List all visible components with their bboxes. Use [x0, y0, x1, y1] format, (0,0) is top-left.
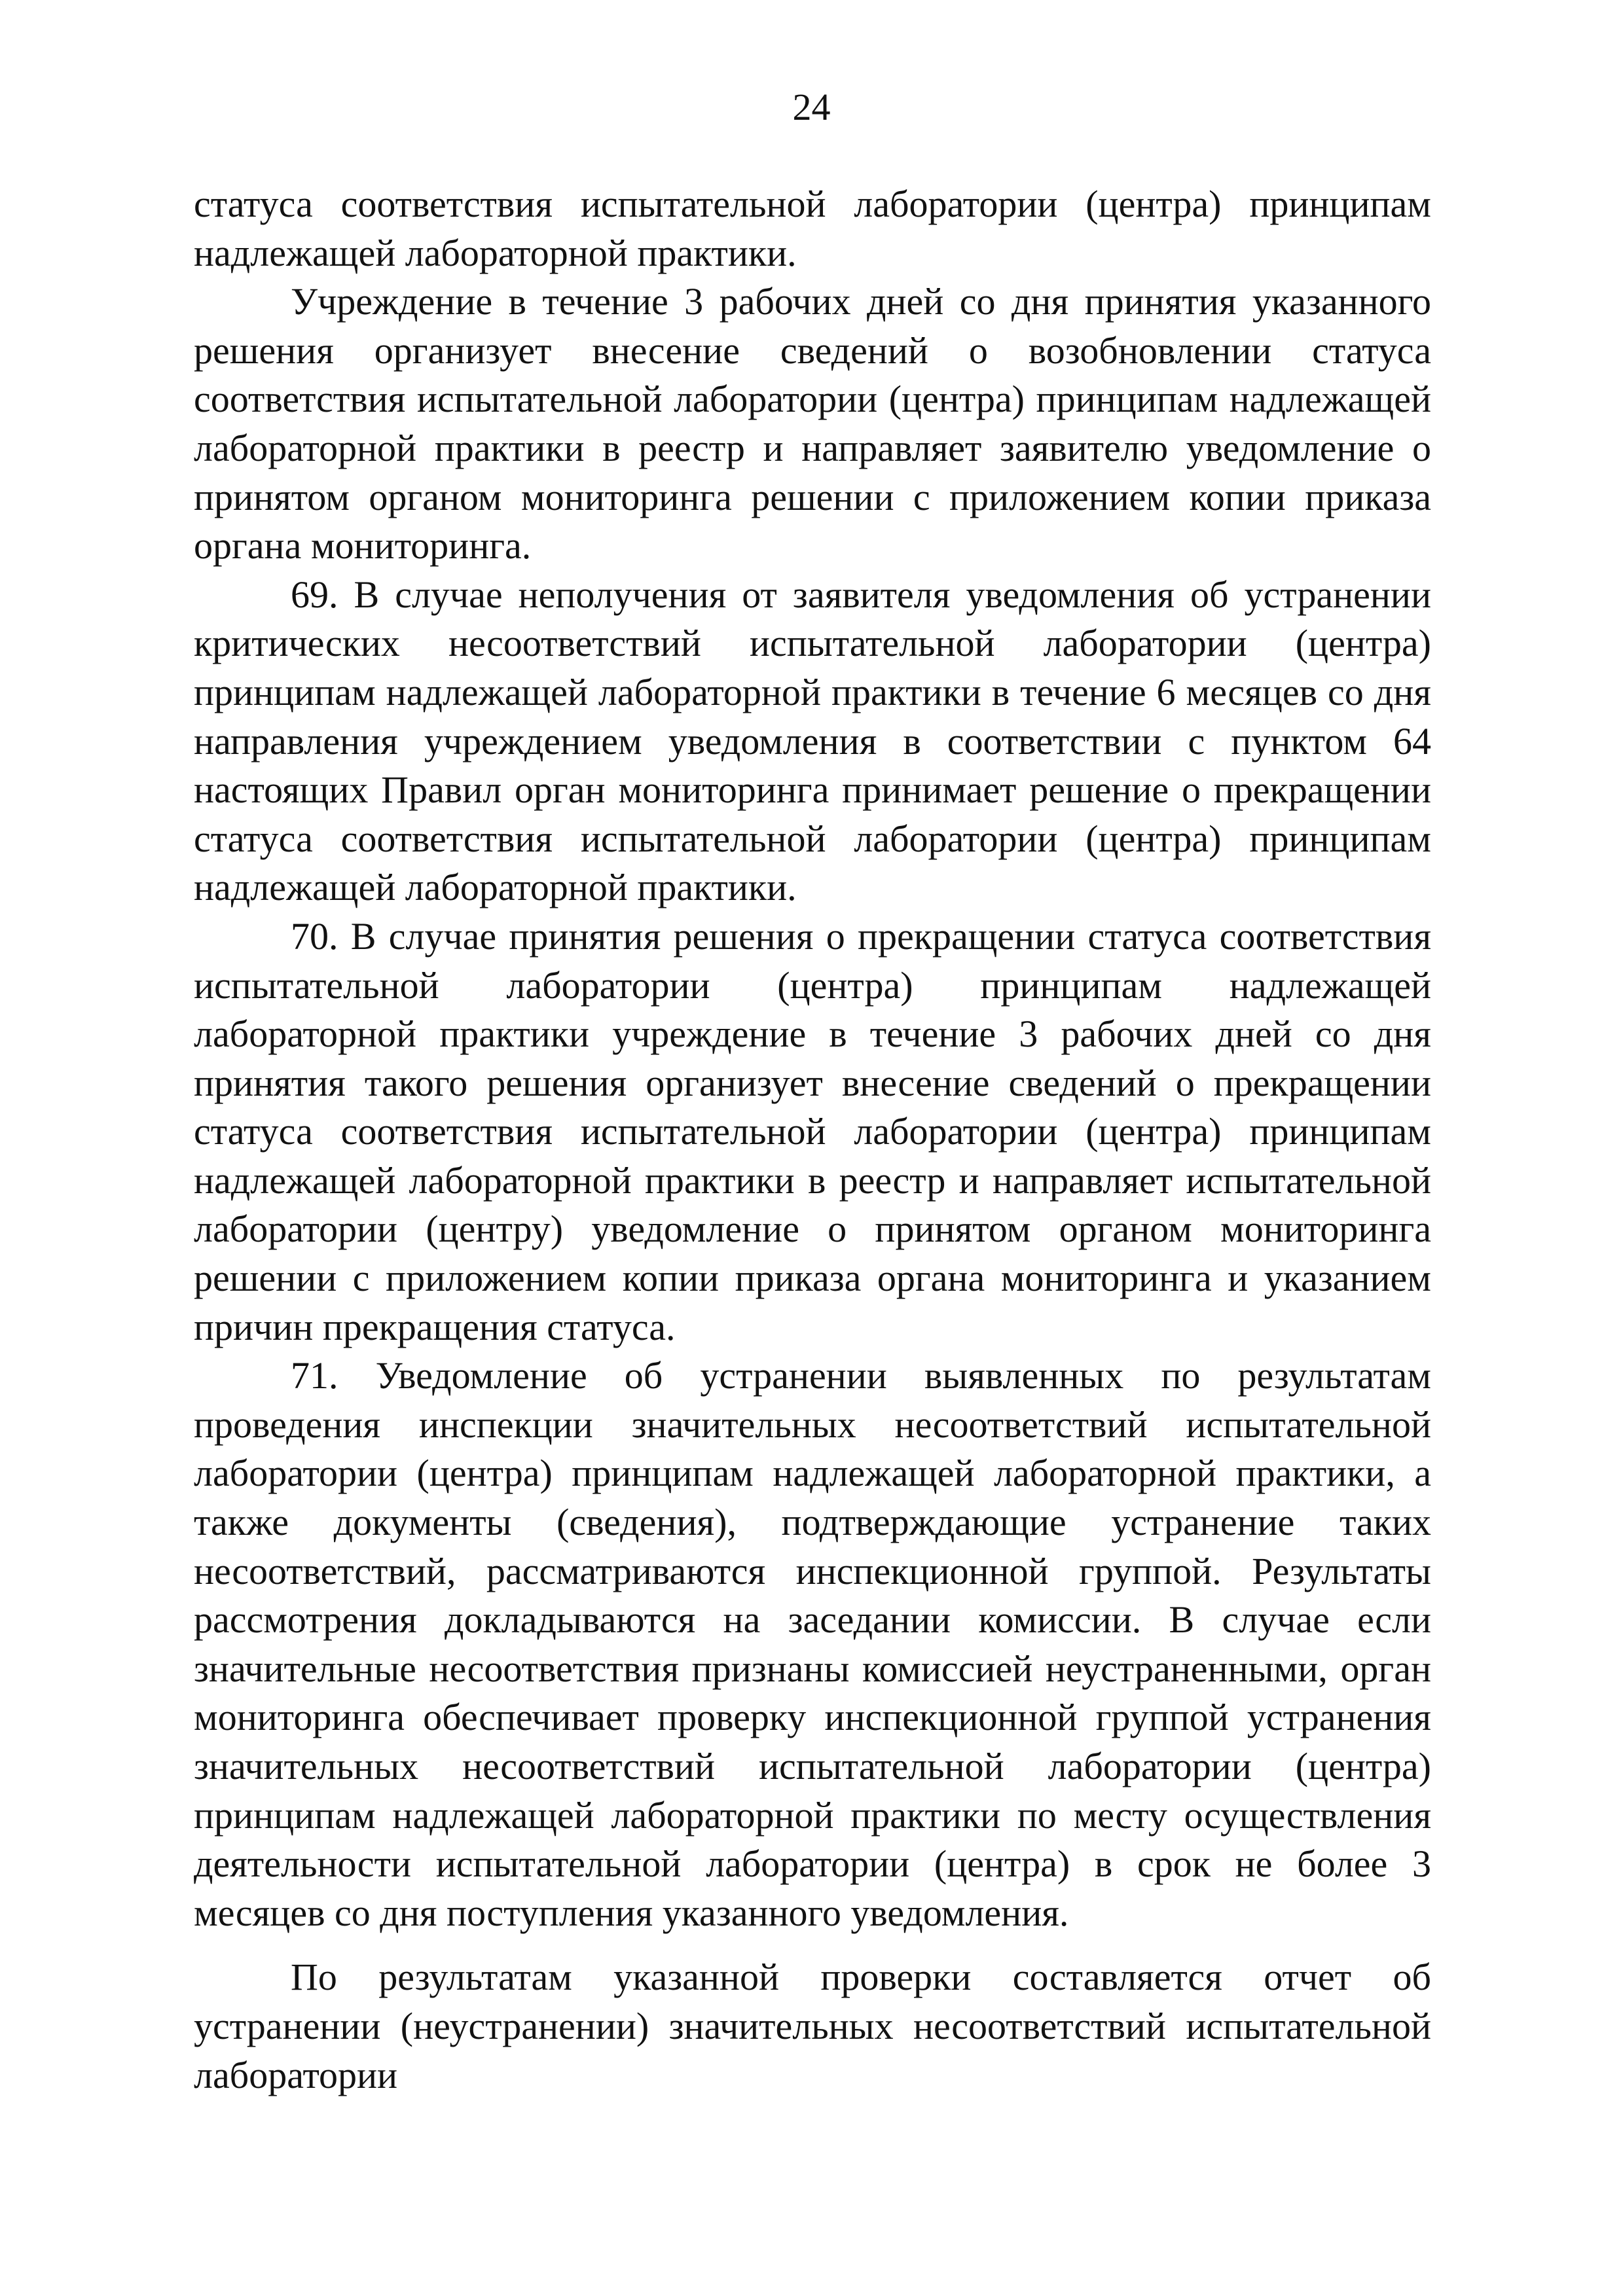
paragraph-item-70: 70. В случае принятия решения о прекращении статуса соответствия испытательной лаборатории (центра) принципам надлежащей лабораторной практики учреждение в течение 3 рабочих дней со дня принятия такого решения организует внесение сведений о прекращении статуса соответствия испытательной лаборатории (центра) принципам надлежащей лабораторной практики в реестр и направляет испытательной лаборатории (центру) уведомление о принятом органом мониторинга решении с приложением копии приказа органа мониторинга и указанием причин прекращения статуса. — [194, 914, 1431, 1348]
page-number: 24 — [792, 86, 831, 128]
paragraph-resumption-registry: Учреждение в течение 3 рабочих дней со дня принятия указанного решения организует внесение сведений о возобновлении статуса соответствия испытательной лаборатории (центра) принципам надлежащей лабораторной практики в реестр и направляет заявителю уведомление о принятом органом мониторинга решении с приложением копии приказа органа мониторинга. — [194, 280, 1431, 567]
document-body — [194, 180, 1431, 2100]
paragraph-inspection-report: По результатам указанной проверки составляется отчет об устранении (неустранении) значительных несоответствий испытательной лаборатории — [194, 1956, 1431, 2096]
paragraph-item-69: 69. В случае неполучения от заявителя уведомления об устранении критических несоответствий испытательной лаборатории (центра) принципам надлежащей лабораторной практики в течение 6 месяцев со дня направления учреждением уведомления в соответствии с пунктом 64 настоящих Правил орган мониторинга принимает решение о прекращении статуса соответствия испытательной лаборатории (центра) принципам надлежащей лабораторной практики. — [194, 573, 1431, 909]
paragraph-continuation: статуса соответствия испытательной лаборатории (центра) принципам надлежащей лабораторной практики. — [194, 183, 1431, 274]
paragraph-item-71: 71. Уведомление об устранении выявленных по результатам проведения инспекции значительных несоответствий испытательной лаборатории (центра) принципам надлежащей лабораторной практики, а также документы (сведения), подтверждающие устранение таких несоответствий, рассматриваются инспекционной группой. Результаты рассмотрения докладываются на заседании комиссии. В случае если значительные несоответствия признаны комиссией неустраненными, орган мониторинга обеспечивает проверку инспекционной группой устранения значительных несоответствий испытательной лаборатории (центра) принципам надлежащей лабораторной практики по месту осуществления деятельности испытательной лаборатории (центра) в срок не более 3 месяцев со дня поступления указанного уведомления. — [194, 1354, 1431, 1934]
